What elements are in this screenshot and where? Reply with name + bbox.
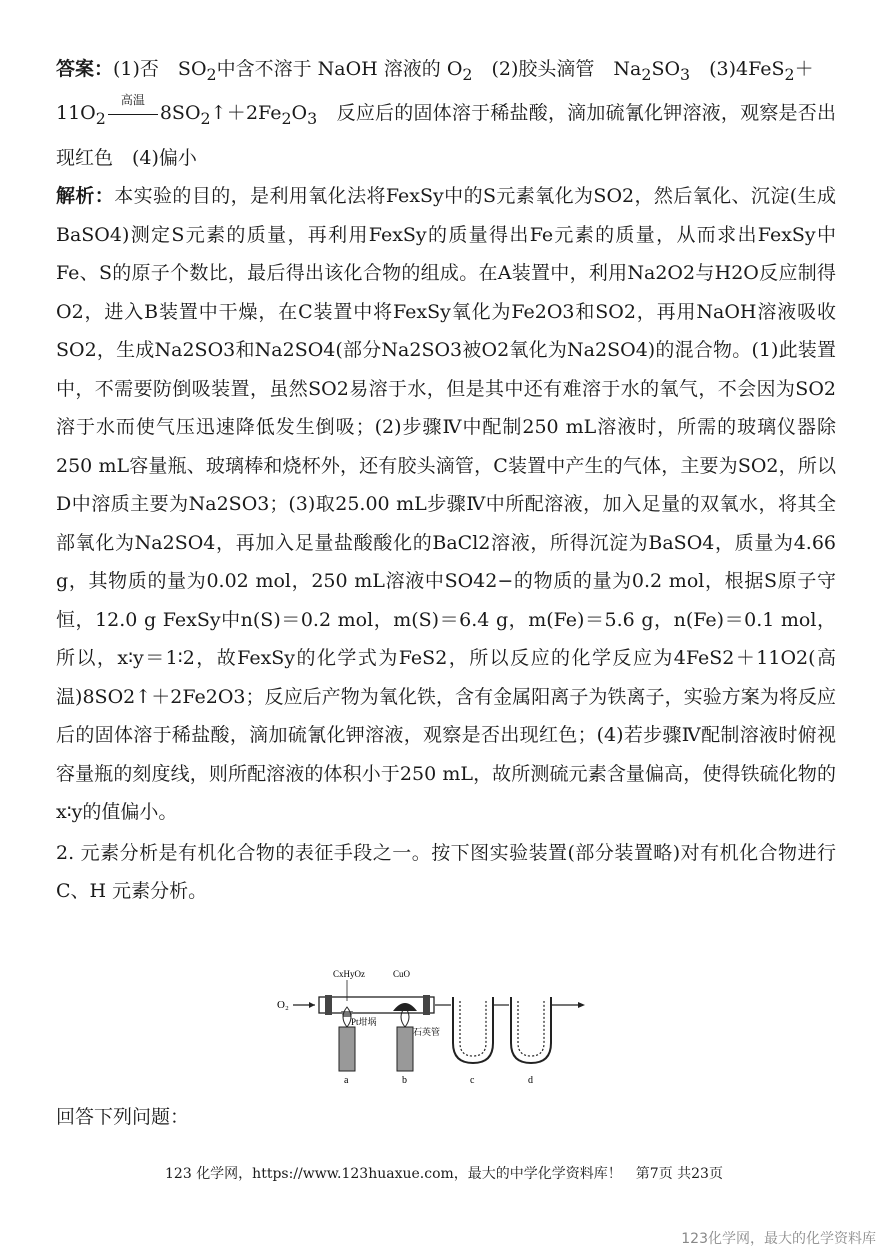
pt-label: Pt坩埚 xyxy=(351,1017,377,1027)
apparatus-figure xyxy=(275,955,595,1090)
tube-label: 石英管 xyxy=(413,1027,441,1037)
watermark: 123化学网，最大的化学资料库 xyxy=(681,1231,876,1247)
analysis-text: 本实验的目的，是利用氧化法将FexSy中的S元素氧化为SO2，然后氧化、沉淀(生成BaSO4)测定S元素的质量，再利用FexSy的质量得出Fe元素的质量，从而求出FexSy中Fe、S的原子个数比，最后得出该化合物的组成。在A装置中，利用Na2O2与H2O反应制得O2，进入B装置中干燥，在C装置中将FexSy氧化为Fe2O3和SO2，再用NaOH溶液吸收SO2，生成Na2SO3和Na2SO4(部分Na2SO3被O2氧化为Na2SO4)的混合物。(1)此装置中，不需要防倒吸装置，虽然SO2易溶于水，但是其中还有难溶于水的氧气，不会因为SO2溶于水而使气压迅速降低发生倒吸；(2)步骤Ⅳ中配制250 mL溶液时，所需的玻璃仪器除250 mL容量瓶、玻璃棒和烧杯外，还有胶头滴管，C装置中产生的气体，主要为SO2，所以D中溶质主要为Na2SO3；(3)取25.00 mL步骤Ⅳ中所配溶液，加入足量的双氧水，将其全部氧化为Na2SO4，再加入足量盐酸酸化的BaCl2溶液，所得沉淀为BaSO4，质量为4.66 g，其物质的量为0.02 mol，250 mL溶液中SO42−的物质的量为0.2 mol，根据S原子守恒，12.0 g FexSy中n(S)＝0.2 mol，m(S)＝6.4 g，m(Fe)＝5.6 g，n(Fe)＝0.1 mol，所以，x∶y＝1∶2，故FexSy的化学式为FeS2，所以反应的化学反应为4FeS2＋11O2(高温)8SO2↑＋2Fe2O3；反应后产物为氧化铁，含有金属阳离子为铁离子，实验方案为将反应后的固体溶于稀盐酸，滴加硫氰化钾溶液，观察是否出现红色；(4)若步骤Ⅳ配制溶液时俯视容量瓶的刻度线，则所配溶液的体积小于250 mL，故所测硫元素含量偏高，使得铁硫化物的x∶y的值偏小。 xyxy=(56,185,836,824)
answer-paragraph: 答案：(1)否 $SO_2$中含不溶于 NaOH 溶液的 $O_2$ (2)胶头滴管 $Na_2SO_3$ (3)4FeS$_2$＋ $11O_2$ 高温 $8SO_2↑+2Fe_2O_3$ 反应后的固体溶于稀盐酸，滴加硫氰化钾溶液，观察是否出现红色 (4)偏小 xyxy=(56,58,836,169)
label-a: a xyxy=(344,1075,349,1086)
label-b: b xyxy=(402,1075,407,1086)
content xyxy=(56,50,836,911)
label-d: d xyxy=(528,1075,533,1086)
label-c: c xyxy=(470,1075,475,1086)
analysis-paragraph xyxy=(56,177,836,832)
cuo-label: CuO xyxy=(393,969,411,979)
sample-label: CxHyOz xyxy=(333,969,365,979)
reaction-condition: 高温 xyxy=(108,107,158,121)
question-2: 2. 元素分析是有机化合物的表征手段之一。按下图实验装置(部分装置略)对有机化合物进行 C、H 元素分析。 xyxy=(56,841,836,903)
page-footer: 123 化学网，https://www.123huaxue.com，最大的中学化学资料库！ 第7页 共23页 xyxy=(165,1166,723,1182)
o2-label: O₂ xyxy=(277,999,289,1011)
question-prompt: 回答下列问题： xyxy=(56,1106,190,1128)
answer-label: 答案： xyxy=(56,58,114,80)
analysis-label: 解析： xyxy=(56,185,115,208)
